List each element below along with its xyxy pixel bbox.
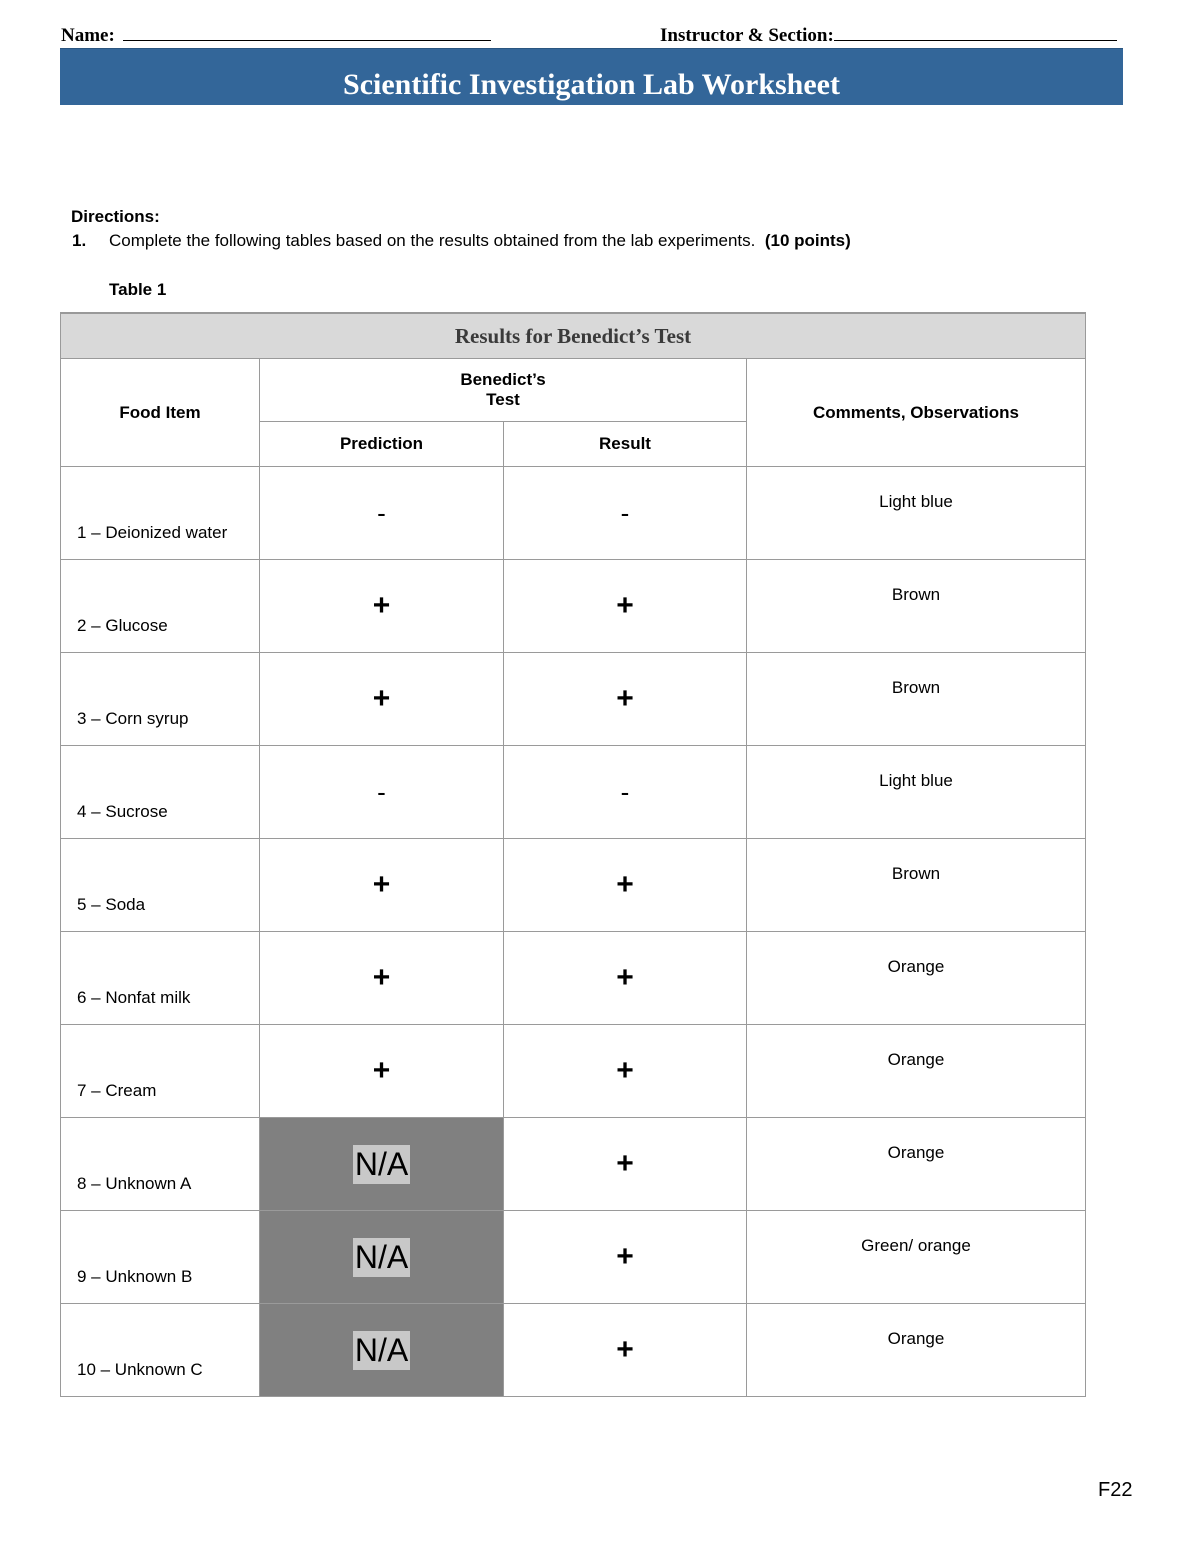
prediction-cell: + [260, 839, 504, 932]
direction-item-number: 1. [72, 231, 87, 250]
instructor-field-row [660, 24, 1117, 47]
result-cell: - [504, 467, 747, 560]
food-item-cell: 10 – Unknown C [61, 1304, 260, 1397]
comment-cell: Orange [747, 1025, 1086, 1118]
comment-cell: Light blue [747, 467, 1086, 560]
col-food-header: Food Item [61, 359, 260, 467]
food-item-cell: 6 – Nonfat milk [61, 932, 260, 1025]
direction-item-points: (10 points) [764, 231, 851, 250]
result-cell: + [504, 1118, 747, 1211]
prediction-cell: + [260, 560, 504, 653]
table-row [61, 653, 1086, 746]
page-title: Scientific Investigation Lab Worksheet [60, 48, 1123, 105]
result-cell: + [504, 1211, 747, 1304]
instructor-blank[interactable] [834, 24, 1117, 41]
comment-cell: Brown [747, 560, 1086, 653]
na-label: N/A [354, 1238, 409, 1275]
table-row [61, 467, 1086, 560]
instructor-label: Instructor & Section: [660, 25, 834, 46]
page-code: F22 [1098, 1479, 1133, 1501]
result-cell: - [504, 746, 747, 839]
na-label: N/A [354, 1331, 409, 1368]
food-item-cell: 4 – Sucrose [61, 746, 260, 839]
comment-cell: Orange [747, 1118, 1086, 1211]
food-item-cell: 1 – Deionized water [61, 467, 260, 560]
result-cell: + [504, 1304, 747, 1397]
direction-item-text: Complete the following tables based on the results obtained from the lab experiments. [109, 231, 756, 250]
table-row [61, 560, 1086, 653]
prediction-cell: - [260, 467, 504, 560]
prediction-cell: + [260, 653, 504, 746]
col-prediction-header: Prediction [260, 422, 504, 467]
comment-cell: Green/ orange [747, 1211, 1086, 1304]
table-label: Table 1 [109, 280, 167, 299]
table-row [61, 1118, 1086, 1211]
prediction-cell: + [260, 932, 504, 1025]
table-row [61, 1025, 1086, 1118]
prediction-cell: - [260, 746, 504, 839]
col-comments-header: Comments, Observations [747, 359, 1086, 467]
name-blank[interactable] [123, 24, 491, 41]
food-item-cell: 5 – Soda [61, 839, 260, 932]
food-item-cell: 8 – Unknown A [61, 1118, 260, 1211]
prediction-cell: + [260, 1025, 504, 1118]
name-label: Name: [61, 25, 115, 46]
comment-cell: Orange [747, 932, 1086, 1025]
direction-item [72, 231, 851, 251]
table-caption: Results for Benedict’s Test [61, 313, 1086, 359]
table-row [61, 932, 1086, 1025]
col-group-line2: Test [486, 390, 520, 409]
result-cell: + [504, 653, 747, 746]
col-result-header: Result [504, 422, 747, 467]
food-item-cell: 3 – Corn syrup [61, 653, 260, 746]
table-row [61, 1304, 1086, 1397]
directions-heading: Directions: [71, 207, 160, 226]
results-table [60, 312, 1086, 1397]
food-item-cell: 9 – Unknown B [61, 1211, 260, 1304]
comment-cell: Orange [747, 1304, 1086, 1397]
table-row [61, 839, 1086, 932]
table-row [61, 1211, 1086, 1304]
result-cell: + [504, 932, 747, 1025]
comment-cell: Light blue [747, 746, 1086, 839]
result-cell: + [504, 839, 747, 932]
food-item-cell: 7 – Cream [61, 1025, 260, 1118]
table-row [61, 746, 1086, 839]
prediction-na-cell [260, 1211, 504, 1304]
na-label: N/A [354, 1145, 409, 1182]
comment-cell: Brown [747, 839, 1086, 932]
result-cell: + [504, 560, 747, 653]
name-field-row [61, 24, 491, 47]
food-item-cell: 2 – Glucose [61, 560, 260, 653]
prediction-na-cell [260, 1118, 504, 1211]
prediction-na-cell [260, 1304, 504, 1397]
col-group-line1: Benedict’s [460, 370, 546, 389]
result-cell: + [504, 1025, 747, 1118]
comment-cell: Brown [747, 653, 1086, 746]
col-group-header [260, 359, 747, 422]
